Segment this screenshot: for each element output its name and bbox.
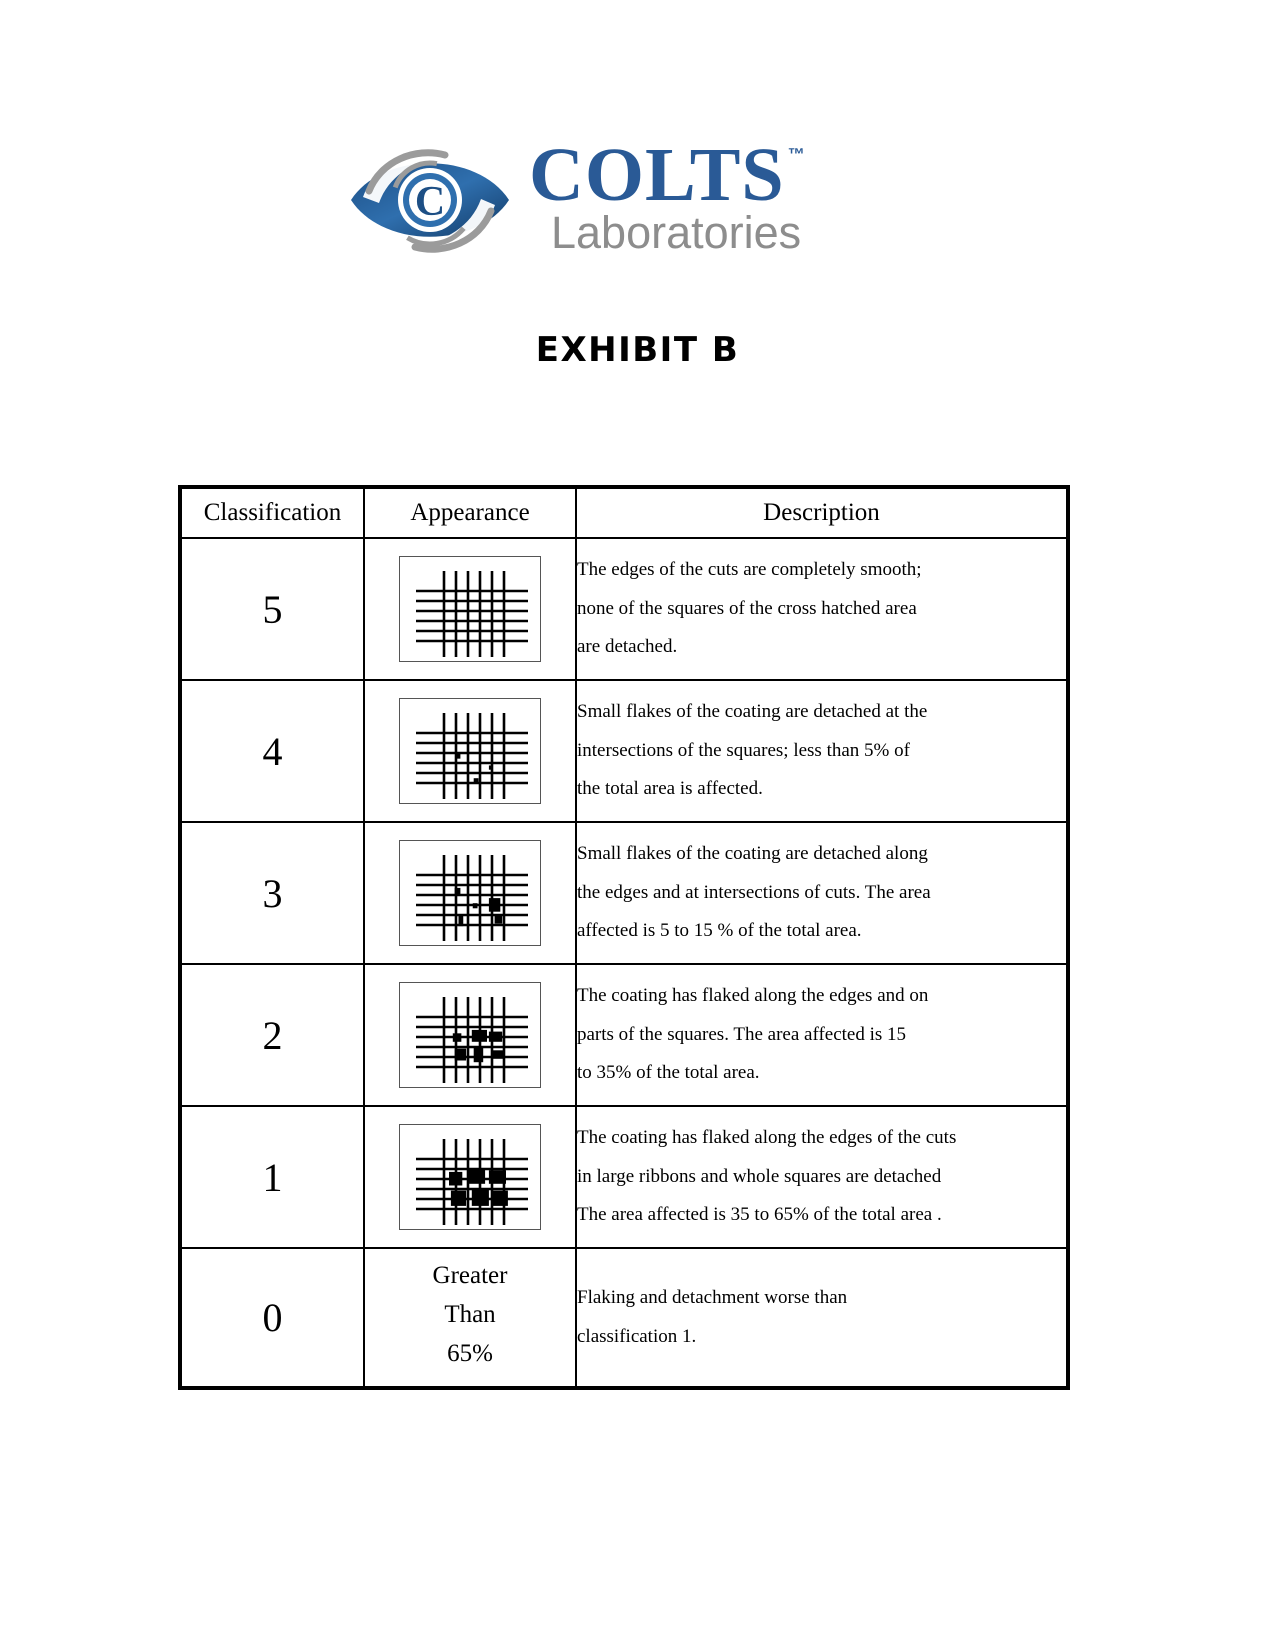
svg-text:C: C [414,179,446,225]
description-cell [576,964,1068,1106]
description-line: The coating has flaked along the edges of the cuts [577,1126,957,1148]
appearance-text-line: Greater [432,1262,508,1290]
description-line: are detached. [577,636,678,658]
table-row [180,1106,1068,1248]
description-line: intersections of the squares; less than 5% of [577,739,910,761]
description-cell [576,822,1068,964]
description-line: the total area is affected. [577,778,763,800]
description-cell [576,1248,1068,1388]
header-description: Description [576,487,1068,538]
logo-wordmark [529,132,805,259]
description-line: the edges and at intersections of cuts. The area [577,881,931,903]
table-row [180,964,1068,1106]
description-line: Flaking and detachment worse than [577,1286,848,1308]
description-line: Small flakes of the coating are detached at the [577,700,928,722]
description-cell [576,538,1068,680]
table-row [180,538,1068,680]
table-header-row [180,487,1068,538]
description-line: The coating has flaked along the edges and on [577,984,929,1006]
logo-subtitle: Laboratories [551,207,802,259]
description-line: none of the squares of the cross hatched area [577,597,917,619]
crosshatch-pattern-icon [399,1124,541,1230]
classification-value: 4 [180,680,364,822]
classification-value: 0 [180,1248,364,1388]
classification-value: 1 [180,1106,364,1248]
description-cell [576,680,1068,822]
appearance-text [365,1251,575,1383]
description-line: affected is 5 to 15 % of the total area. [577,920,862,942]
description-cell [576,1106,1068,1248]
trademark-icon: ™ [787,144,805,164]
classification-value: 5 [180,538,364,680]
table-row [180,822,1068,964]
description-line: The edges of the cuts are completely smooth; [577,558,922,580]
appearance-text-line: 65% [447,1339,493,1367]
crosshatch-pattern-icon [399,698,541,804]
appearance-cell [364,1248,576,1388]
description-line: The area affected is 35 to 65% of the total area . [577,1204,942,1226]
appearance-text-line: Than [444,1301,496,1329]
appearance-cell [364,964,576,1106]
table-row [180,1248,1068,1388]
crosshatch-pattern-icon [399,982,541,1088]
classification-table [178,485,1070,1390]
company-logo [345,130,845,270]
appearance-cell [364,680,576,822]
header-classification: Classification [180,487,364,538]
description-line: parts of the squares. The area affected is 15 [577,1023,907,1045]
appearance-cell [364,538,576,680]
classification-value: 3 [180,822,364,964]
header-appearance: Appearance [364,487,576,538]
table-body [180,538,1068,1388]
page-title: EXHIBIT B [535,330,740,370]
appearance-cell [364,822,576,964]
logo-name: COLTS [529,132,785,217]
crosshatch-pattern-icon [399,556,541,662]
crosshatch-pattern-icon [399,840,541,946]
description-line: Small flakes of the coating are detached along [577,842,928,864]
description-line: in large ribbons and whole squares are detached [577,1165,942,1187]
appearance-cell [364,1106,576,1248]
description-line: to 35% of the total area. [577,1062,760,1084]
description-line: classification 1. [577,1325,697,1347]
eye-c-logo-icon [345,139,515,261]
table-row [180,680,1068,822]
classification-value: 2 [180,964,364,1106]
